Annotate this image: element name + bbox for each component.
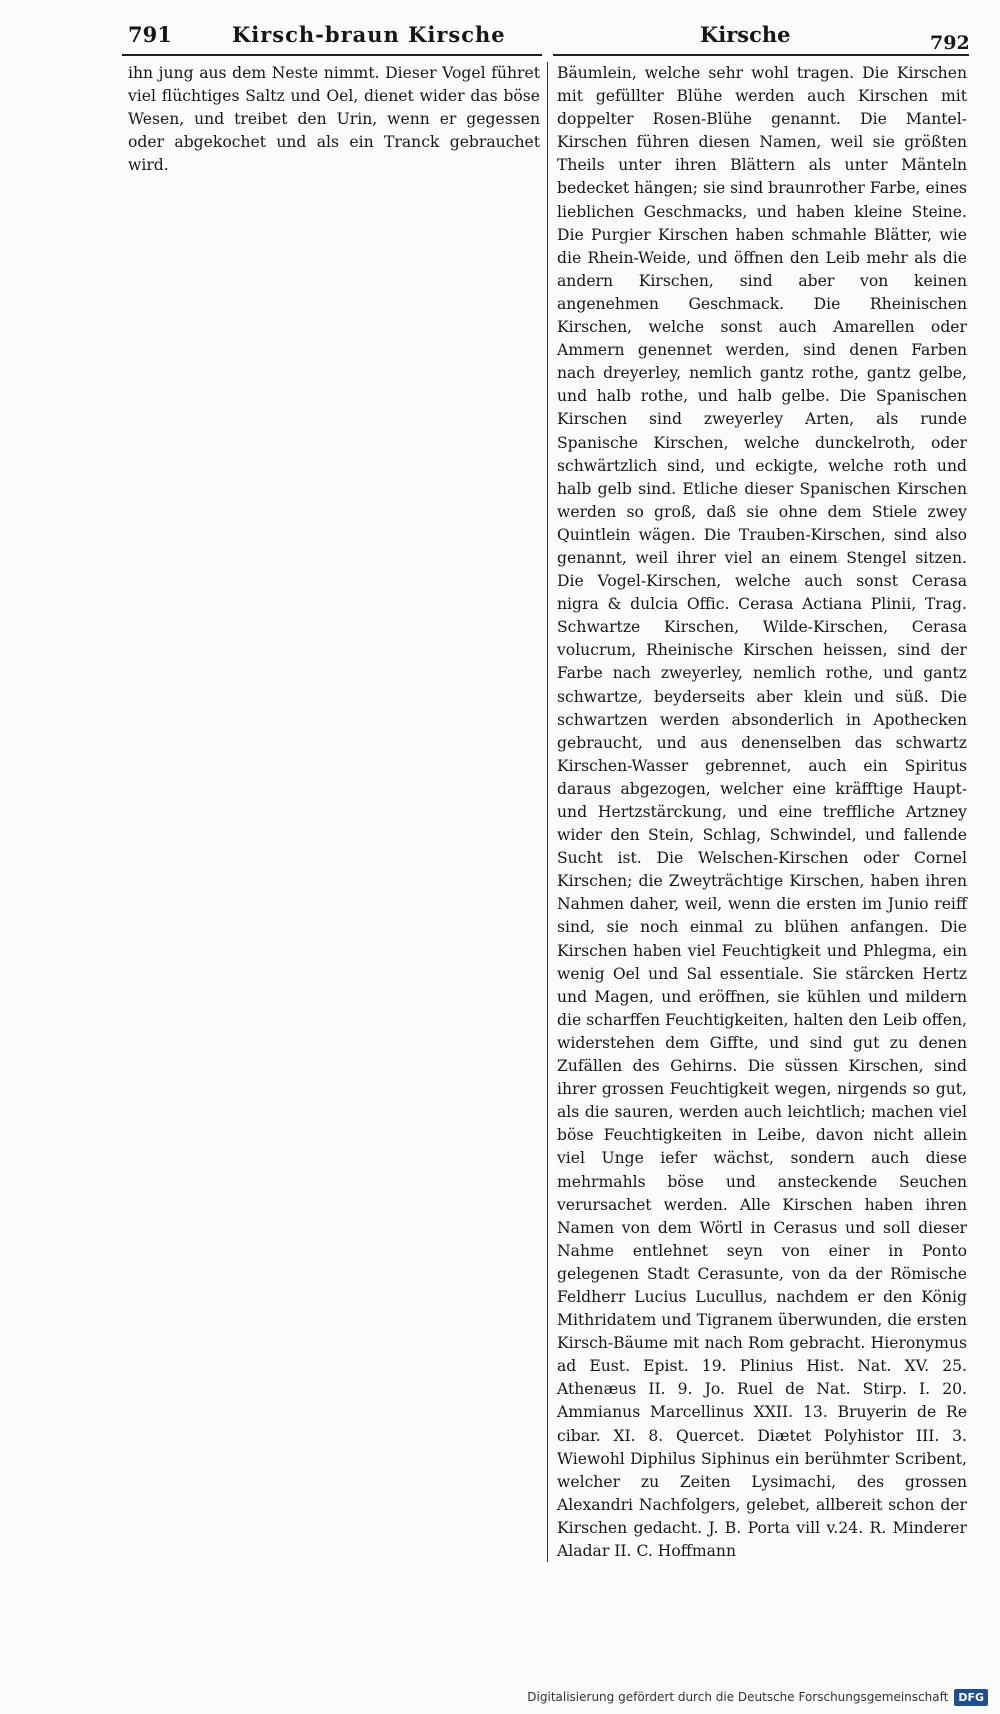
- digitization-footer: [527, 1686, 988, 1708]
- footer-text: Digitalisierung gefördert durch die Deutsche Forschungsgemeinschaft: [527, 1690, 949, 1704]
- header-rule-right: [553, 54, 969, 56]
- left-page-number: 791: [128, 22, 172, 47]
- left-text-column: [128, 62, 540, 177]
- header-rule-left: [122, 54, 542, 56]
- right-running-title: Kirsche: [700, 22, 791, 47]
- column-divider: [547, 62, 548, 1562]
- dfg-logo: DFG: [954, 1689, 988, 1706]
- right-column-text: Bäumlein, welche sehr wohl tragen. Die Kirschen mit gefüllter Blühe werden auch Kirschen mit doppelter Rosen-Blühe genannt. Die Mantel-Kirschen führen diesen Namen, weil sie größten Theils unter ihren Blättern als unter Mänteln bedecket hängen; sie sind braunrother Farbe, eines lieblichen Geschmacks, und haben kleine Steine. Die Purgier Kirschen haben schmahle Blätter, wie die Rhein-Weide, und öffnen den Leib mehr als die andern Kirschen, sind aber von keinen angenehmen Geschmack. Die Rheinischen Kirschen, welche sonst auch Amarellen oder Ammern genennet werden, sind denen Farben nach dreyerley, nemlich gantz rothe, gantz gelbe, und halb rothe, und halb gelbe. Die Spanischen Kirschen sind zweyerley Arten, als runde Spanische Kirschen, welche dunckelroth, oder schwärtzlich sind, und eckigte, welche roth und halb gelb sind. Etliche dieser Spanischen Kirschen werden so groß, daß sie ohne dem Stiele zwey Quintlein wägen. Die Trauben-Kirschen, sind also genannt, weil ihrer viel an einem Stengel sitzen. Die Vogel-Kirschen, welche auch sonst Cerasa nigra & dulcia Offic. Cerasa Actiana Plinii, Trag. Schwartze Kirschen, Wilde-Kirschen, Cerasa volucrum, Rheinische Kirschen heissen, sind der Farbe nach zweyerley, nemlich rothe, und gantz schwartze, beyderseits aber klein und süß. Die schwartzen werden absonderlich in Apothecken gebraucht, und aus denenselben das schwartz Kirschen-Wasser gebrennet, auch ein Spiritus daraus abgezogen, welcher eine kräfftige Haupt- und Hertzstärckung, und eine treffliche Artzney wider den Stein, Schlag, Schwindel, und fallende Sucht ist. Die Welschen-Kirschen oder Cornel Kirschen; die Zweyträchtige Kirschen, haben ihren Nahmen daher, weil, wenn die ersten im Junio reiff sind, sie noch einmal zu blühen anfangen. Die Kirschen haben viel Feuchtigkeit und Phlegma, ein wenig Oel und Sal essentiale. Sie stärcken Hertz und Magen, und eröffnen, sie kühlen und mildern die scharffen Feuchtigkeiten, halten den Leib offen, widerstehen dem Giffte, und sind gut zu denen Zufällen des Gehirns. Die süssen Kirschen, sind ihrer grossen Feuchtigkeit wegen, nirgends so gut, als die sauren, werden auch leichtlich; machen viel böse Feuchtigkeiten in Leibe, davon nicht allein viel Unge iefer wächst, sondern auch diese mehrmahls böse und ansteckende Seuchen verursachet werden. Alle Kirschen haben ihren Namen von dem Wörtl in Cerasus und soll dieser Nahme entlehnet seyn von einer in Ponto gelegenen Stadt Cerasunte, von da der Römische Feldherr Lucius Lucullus, nachdem er den König Mithridatem und Tigranem überwunden, die ersten Kirsch-Bäume mit nach Rom gebracht. Hieronymus ad Eust. Epist. 19. Plinius Hist. Nat. XV. 25. Athenæus II. 9. Jo. Ruel de Nat. Stirp. I. 20. Ammianus Marcellinus XXII. 13. Bruyerin de Re cibar. XI. 8. Quercet. Diætet Polyhistor III. 3. Wiewohl Diphilus Siphinus ein berühmter Scribent, welcher zu Zeiten Lysimachi, des grossen Alexandri Nachfolgers, gelebet, allbereit schon der Kirschen gedacht. J. B. Porta vill v.24. R. Minderer Aladar II. C. Hoffmann: [557, 64, 967, 1560]
- left-column-text: ihn jung aus dem Neste nimmt. Dieser Vogel führet viel flüchtiges Saltz und Oel, dienet wider das böse Wesen, und treibet den Urin, wenn er gegessen oder abgekochet und als ein Tranck gebrauchet wird.: [128, 64, 540, 175]
- right-page-number: 792: [930, 32, 970, 54]
- left-running-title: Kirsch-braun Kirsche: [232, 22, 506, 47]
- right-text-column: [557, 62, 967, 1563]
